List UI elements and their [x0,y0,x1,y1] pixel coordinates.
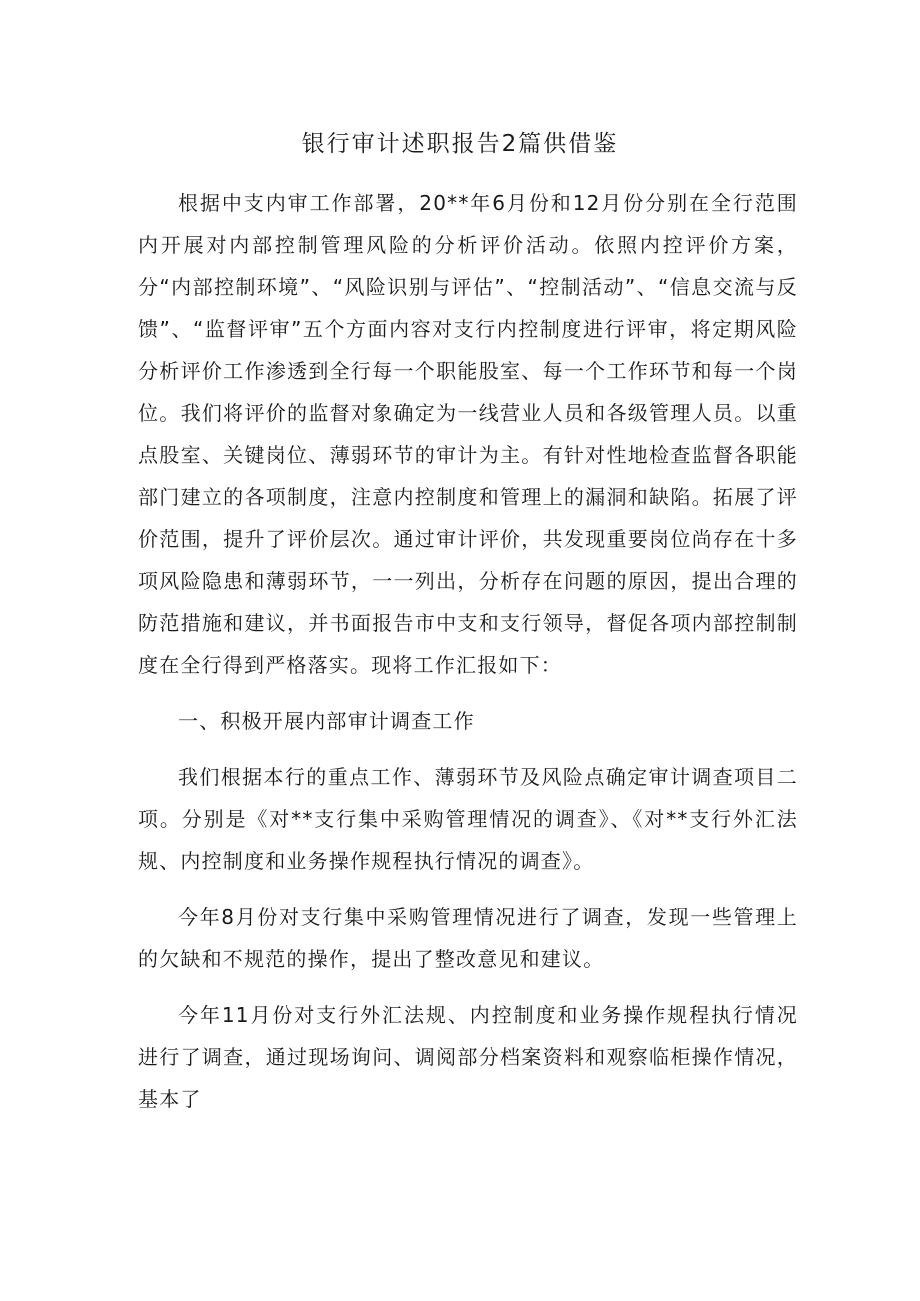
section-heading: 一、积极开展内部审计调查工作 [178,709,475,733]
document-body [138,182,798,1134]
paragraph-november-survey: 今年11月份对支行外汇法规、内控制度和业务操作规程执行情况进行了调查，通过现场询问、调阅部分档案资料和观察临柜操作情况，基本了 [138,1003,798,1111]
paragraph-audit-projects: 我们根据本行的重点工作、薄弱环节及风险点确定审计调查项目二项。分别是《对**支行集中采购管理情况的调查》、《对**支行外汇法规、内控制度和业务操作规程执行情况的调查》。 [138,765,798,873]
document-title: 银行审计述职报告2篇供借鉴 [301,131,619,157]
paragraph-intro: 根据中支内审工作部署，20**年6月份和12月份分别在全行范围内开展对内部控制管理风险的分析评价活动。依照内控评价方案，分“内部控制环境”、“风险识别与评估”、“控制活动”、“信息交流与反馈”、“监督评审”五个方面内容对支行内控制度进行评审，将定期风险分析评价工作渗透到全行每一个职能股室、每一个工作环节和每一个岗位。我们将评价的监督对象确定为一线营业人员和各级管理人员。以重点股室、关键岗位、薄弱环节的审计为主。有针对性地检查监督各职能部门建立的各项制度，注意内控制度和管理上的漏洞和缺陷。拓展了评价范围，提升了评价层次。通过审计评价，共发现重要岗位尚存在十多项风险隐患和薄弱环节，一一列出，分析存在问题的原因，提出合理的防范措施和建议，并书面报告市中支和支行领导，督促各项内部控制制度在全行得到严格落实。现将工作汇报如下： [138,191,798,677]
paragraph-august-survey: 今年8月份对支行集中采购管理情况进行了调查，发现一些管理上的欠缺和不规范的操作，提出了整改意见和建议。 [138,905,798,971]
